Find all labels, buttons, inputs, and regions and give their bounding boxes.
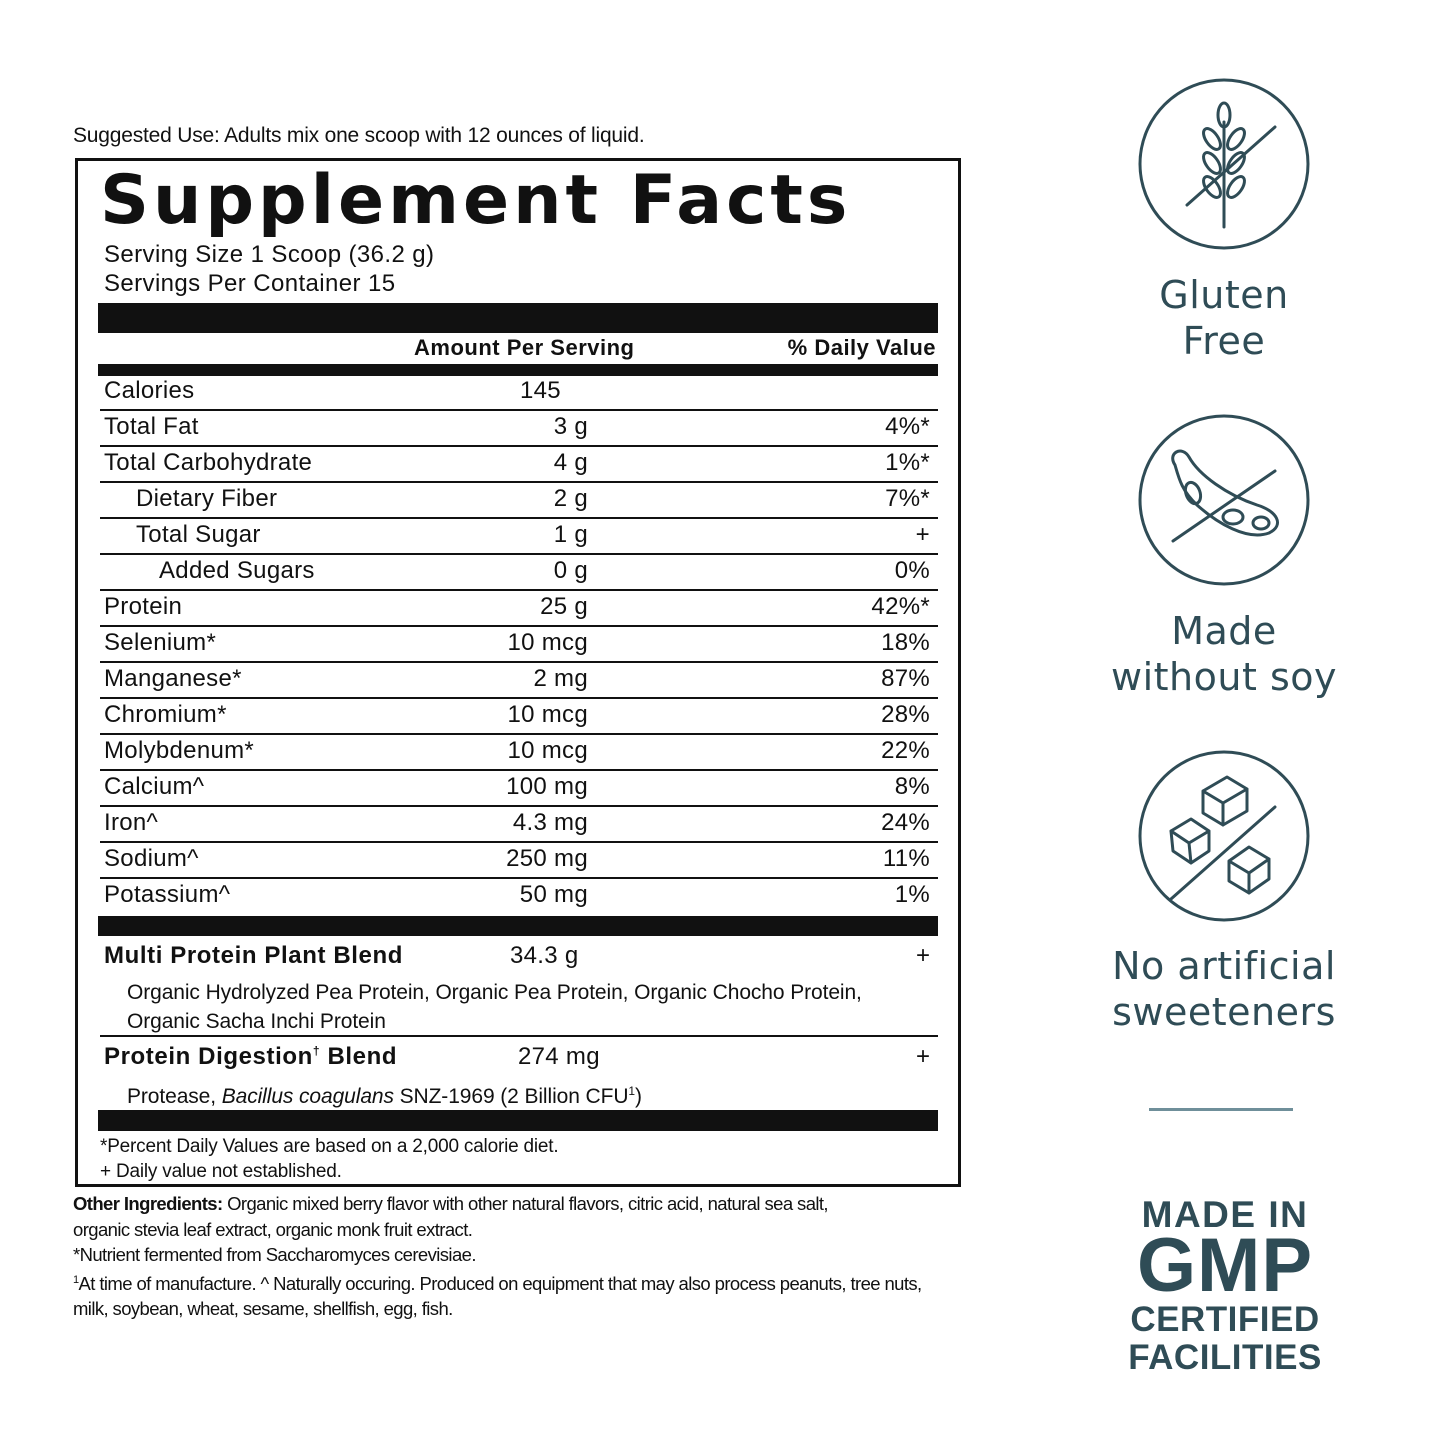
nutrient-amount: 0 g: [553, 557, 588, 584]
table-row: [100, 447, 938, 483]
nutrient-table: [100, 375, 938, 913]
blend-name: Protein Digestion† Blend: [104, 1043, 398, 1070]
nutrient-dv: 7%*: [885, 485, 930, 512]
nutrient-label: Sodium^: [104, 845, 199, 872]
nutrient-amount: 100 mg: [506, 773, 588, 800]
nutrient-amount: 4 g: [553, 449, 588, 476]
other-ingredients-text: organic stevia leaf extract, organic monk fruit extract.: [73, 1218, 473, 1240]
table-row: [100, 519, 938, 555]
allergen-note: milk, soybean, wheat, sesame, shellfish, egg, fish.: [73, 1298, 453, 1320]
protein-digestion-blend: [100, 1043, 938, 1113]
table-row: [100, 375, 938, 411]
nutrient-dv: 1%: [894, 881, 930, 908]
nutrient-amount: 4.3 mg: [512, 809, 588, 836]
nutrient-label: Manganese*: [104, 665, 242, 692]
no-artificial-sweeteners-badge: [1137, 749, 1311, 923]
soybean-icon: [1137, 413, 1311, 587]
amount-per-serving-header: Amount Per Serving: [414, 335, 635, 360]
nutrient-dv: 0%: [894, 557, 930, 584]
blend-amount: 34.3 g: [510, 942, 579, 969]
nutrient-amount: 1 g: [553, 521, 588, 548]
nutrient-amount: 10 mcg: [507, 629, 588, 656]
blend-dv: +: [915, 942, 930, 969]
serving-size: Serving Size 1 Scoop (36.2 g): [104, 241, 435, 268]
multi-protein-blend: [100, 942, 938, 1032]
blend-ingredients: [127, 978, 927, 1036]
blend-ingredients-line: Organic Hydrolyzed Pea Protein, Organic Pea Protein, Organic Chocho Protein,: [127, 981, 862, 1004]
thick-divider: [98, 303, 938, 333]
nutrient-dv: 24%: [881, 809, 930, 836]
other-ingredients-label: Other Ingredients:: [73, 1193, 223, 1214]
table-row: [100, 555, 938, 591]
other-ingredients-text: Organic mixed berry flavor with other natural flavors, citric acid, natural sea salt,: [222, 1193, 828, 1214]
table-row: [100, 627, 938, 663]
table-row: [100, 663, 938, 699]
other-ingredients: [73, 1191, 973, 1322]
nutrient-label: Molybdenum*: [104, 737, 255, 764]
table-row: [100, 771, 938, 807]
thick-divider: [98, 916, 938, 936]
gluten-free-badge: [1137, 77, 1311, 251]
nutrient-dv: 4%*: [885, 413, 930, 440]
nutrient-dv: 22%: [881, 737, 930, 764]
panel-title: Supplement Facts: [100, 161, 852, 240]
section-divider: [1149, 1108, 1293, 1111]
nutrient-dv: 8%: [894, 773, 930, 800]
table-row: [100, 699, 938, 735]
nutrient-dv: 28%: [881, 701, 930, 728]
nutrient-label: Iron^: [104, 809, 159, 836]
gmp-certified: CERTIFIED: [1130, 1300, 1320, 1339]
gmp-facilities: FACILITIES: [1128, 1338, 1322, 1377]
nutrient-label: Total Carbohydrate: [104, 449, 313, 476]
table-row: [100, 879, 938, 913]
table-row: [100, 735, 938, 771]
table-row: [100, 483, 938, 519]
blend-ingredients: Protease, Bacillus coagulans SNZ-1969 (2 Billion CFU$^1$): [127, 1084, 642, 1108]
blend-name: Multi Protein Plant Blend: [104, 942, 404, 969]
gmp-made-in: MADE IN: [1141, 1194, 1309, 1235]
wheat-icon: [1137, 77, 1311, 251]
no-soy-label: Made without soy: [1111, 609, 1337, 699]
row-divider: [100, 1035, 938, 1037]
nutrient-dv: 18%: [881, 629, 930, 656]
nutrient-dv: 87%: [881, 665, 930, 692]
nutrient-dv: 42%*: [871, 593, 930, 620]
nutrient-label: Total Sugar: [136, 521, 261, 548]
nutrient-label: Protein: [104, 593, 183, 620]
table-row: [100, 843, 938, 879]
table-row: [100, 807, 938, 843]
nutrient-amount: 25 g: [540, 593, 588, 620]
blend-dv: +: [915, 1043, 930, 1070]
fermented-note: *Nutrient fermented from Saccharomyces cerevisiae.: [73, 1244, 476, 1265]
nutrient-label: Potassium^: [104, 881, 231, 908]
blend-ingredients-line: Organic Sacha Inchi Protein: [127, 1010, 386, 1033]
gluten-free-label: Gluten Free: [1159, 273, 1289, 363]
nutrient-dv: 1%*: [885, 449, 930, 476]
nutrient-label: Chromium*: [104, 701, 227, 728]
nutrient-label: Selenium*: [104, 629, 217, 656]
nutrient-amount: 10 mcg: [507, 701, 588, 728]
nutrient-amount: 145: [520, 377, 561, 404]
manufacture-note: $^1$At time of manufacture. ^ Naturally occuring. Produced on equipment that may also process peanuts, tree nuts,: [73, 1272, 922, 1294]
table-row: [100, 411, 938, 447]
gmp-title: GMP: [1136, 1223, 1314, 1308]
sugar-cubes-icon: [1137, 749, 1311, 923]
nutrient-dv: 11%: [882, 845, 930, 872]
no-artificial-sweeteners-label: No artificial sweeteners: [1112, 944, 1336, 1034]
nutrient-amount: 2 g: [553, 485, 588, 512]
supplement-facts-panel: [75, 158, 961, 1187]
thick-divider: [98, 1110, 938, 1131]
footnote-not-established: + Daily value not established.: [100, 1161, 342, 1182]
table-row: [100, 591, 938, 627]
footnote-daily-values: *Percent Daily Values are based on a 2,000 calorie diet.: [100, 1136, 559, 1157]
nutrient-label: Calcium^: [104, 773, 205, 800]
suggested-use: Suggested Use: Adults mix one scoop with 12 ounces of liquid.: [73, 124, 645, 147]
nutrient-dv: +: [915, 521, 930, 548]
nutrient-label: Dietary Fiber: [136, 485, 278, 512]
nutrient-label: Total Fat: [104, 413, 199, 440]
blend-amount: 274 mg: [518, 1043, 600, 1070]
nutrient-label: Added Sugars: [159, 557, 315, 584]
nutrient-amount: 50 mg: [519, 881, 588, 908]
nutrient-amount: 10 mcg: [507, 737, 588, 764]
nutrient-amount: 2 mg: [533, 665, 588, 692]
nutrient-amount: 3 g: [553, 413, 588, 440]
servings-per-container: Servings Per Container 15: [104, 270, 396, 297]
nutrient-label: Calories: [104, 377, 195, 404]
nutrient-amount: 250 mg: [506, 845, 588, 872]
daily-value-header: % Daily Value: [787, 335, 936, 360]
no-soy-badge: [1137, 413, 1311, 587]
